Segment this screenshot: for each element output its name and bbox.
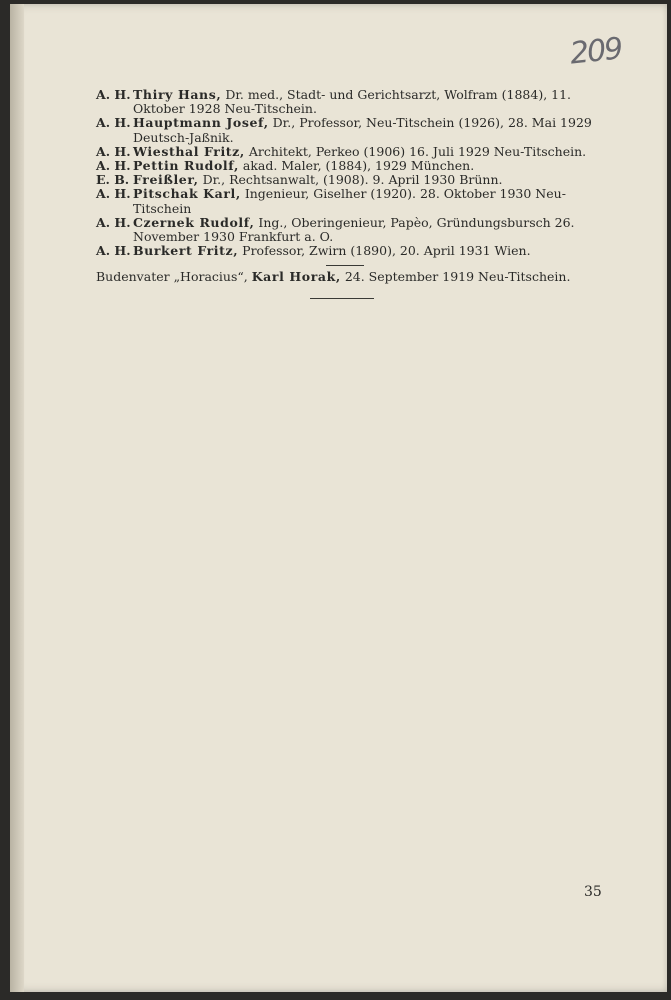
list-item bbox=[96, 216, 616, 244]
list-item bbox=[96, 145, 616, 159]
section-divider bbox=[326, 265, 364, 266]
entry-details: Architekt, Perkeo (1906) 16. Juli 1929 Neu-Titschein. bbox=[248, 143, 587, 159]
list-item bbox=[96, 173, 616, 187]
entry-name: Thiry Hans, bbox=[133, 87, 222, 102]
page-number: 35 bbox=[584, 884, 602, 900]
entry-details: Dr., Professor, Neu-Titschein (1926), 28. Mai 1929 Deutsch-Jaßnik. bbox=[133, 115, 592, 145]
list-item bbox=[96, 244, 616, 258]
entry-prefix: E. B. bbox=[96, 172, 130, 188]
member-list bbox=[96, 88, 616, 299]
entry-prefix: A. H. bbox=[96, 158, 131, 174]
entry-prefix: A. H. bbox=[96, 243, 131, 259]
list-item bbox=[96, 159, 616, 173]
book-page bbox=[10, 4, 667, 992]
list-item bbox=[96, 88, 616, 116]
list-item bbox=[96, 187, 616, 215]
budenvater-name: Karl Horak, bbox=[251, 269, 341, 285]
entry-details: Dr. med., Stadt- und Gerichtsarzt, Wolfram (1884), 11. Oktober 1928 Neu-Titschein. bbox=[133, 87, 572, 117]
entry-details: Dr., Rechtsanwalt, (1908). 9. April 1930 Brünn. bbox=[202, 172, 503, 188]
entry-details: Professor, Zwirn (1890), 20. April 1931 Wien. bbox=[242, 243, 531, 259]
entry-details: Ing., Oberingenieur, Papèo, Gründungsbursch 26. November 1930 Frankfurt a. O. bbox=[133, 214, 575, 245]
entry-name: Pitschak Karl, bbox=[133, 186, 241, 202]
page-gutter bbox=[10, 4, 24, 992]
entry-name: Pettin Rudolf, bbox=[133, 158, 239, 174]
entry-name: Freißler, bbox=[133, 172, 199, 188]
entry-prefix: A. H. bbox=[96, 87, 131, 102]
entry-name: Wiesthal Fritz, bbox=[133, 143, 245, 159]
budenvater-line bbox=[96, 270, 616, 284]
list-item bbox=[96, 116, 616, 144]
budenvater-label: Budenvater „Horacius“, bbox=[96, 269, 248, 285]
entry-details: Ingenieur, Giselher (1920). 28. Oktober 1930 Neu-Titschein bbox=[133, 186, 566, 216]
entry-details: akad. Maler, (1884), 1929 München. bbox=[242, 158, 475, 174]
entry-prefix: A. H. bbox=[96, 186, 131, 202]
entry-prefix: A. H. bbox=[96, 115, 131, 131]
budenvater-details: 24. September 1919 Neu-Titschein. bbox=[344, 269, 571, 285]
handwritten-page-number: 209 bbox=[568, 31, 623, 72]
entry-prefix: A. H. bbox=[96, 143, 131, 159]
entry-prefix: A. H. bbox=[96, 214, 131, 230]
entry-name: Czernek Rudolf, bbox=[133, 214, 255, 230]
entry-name: Burkert Fritz, bbox=[133, 243, 239, 259]
entry-name: Hauptmann Josef, bbox=[133, 115, 269, 131]
end-rule bbox=[310, 298, 374, 299]
